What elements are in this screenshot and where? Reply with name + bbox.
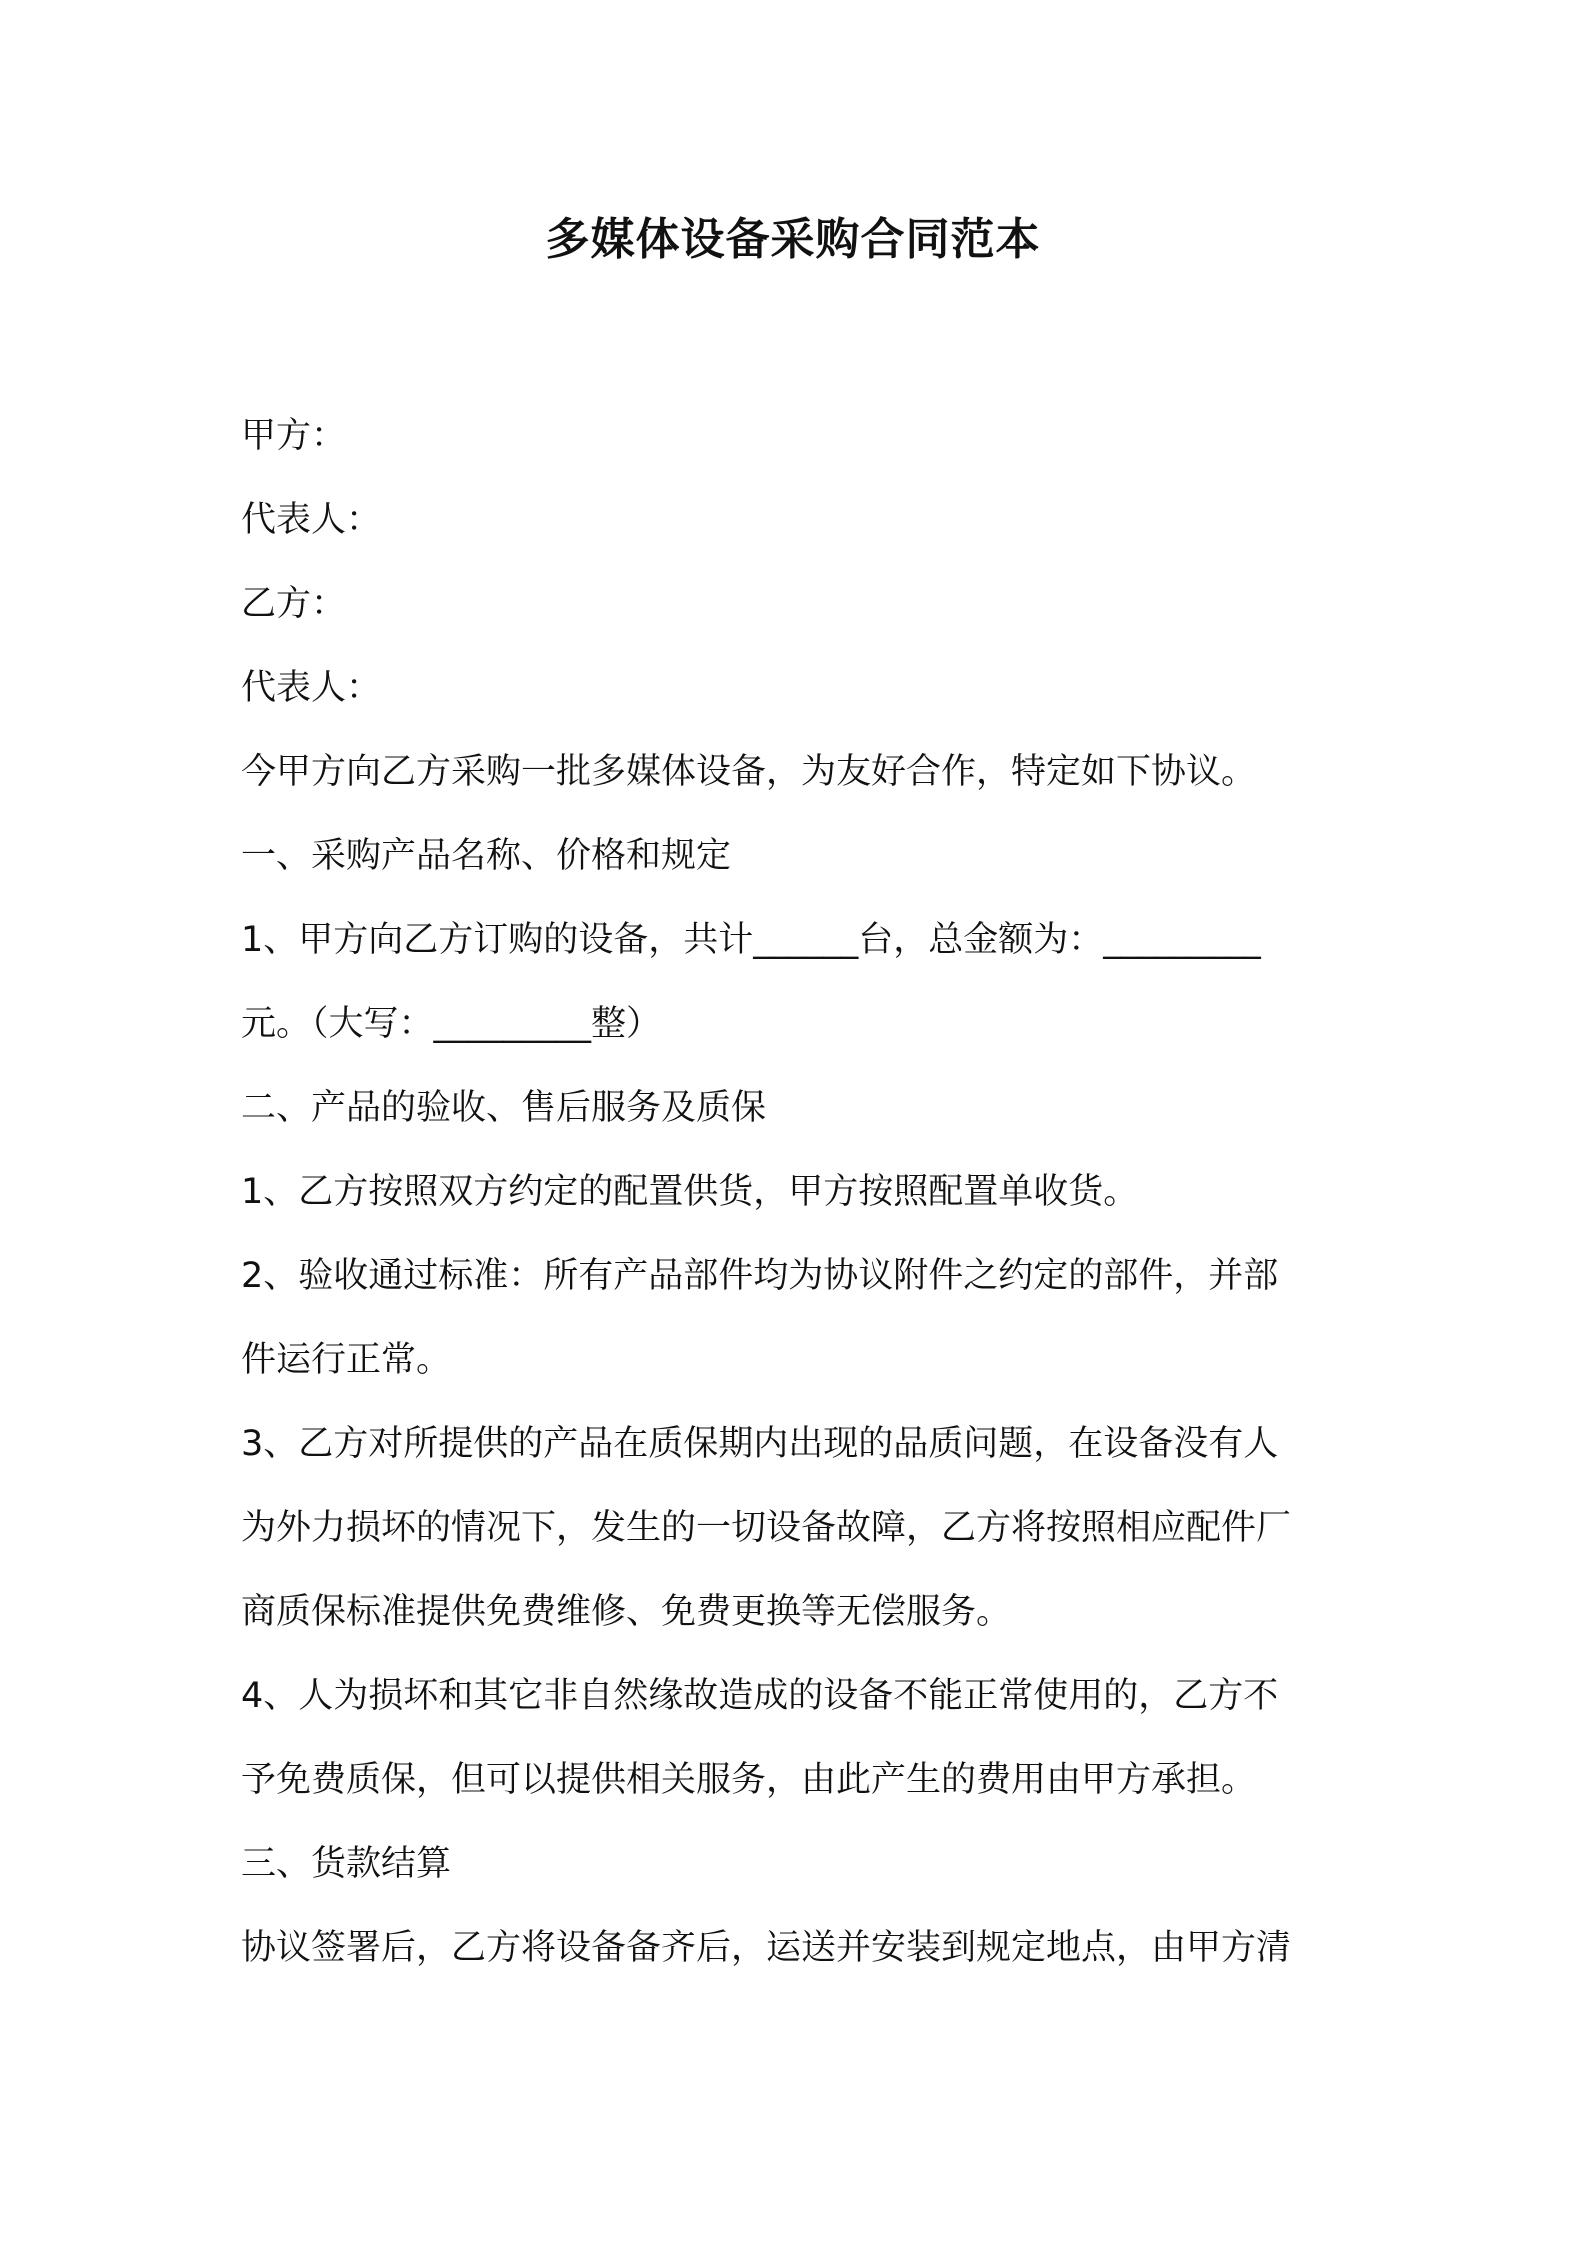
intro-paragraph: 今甲方向乙方采购一批多媒体设备，为友好合作，特定如下协议。 [241, 752, 1257, 792]
clause-2-3-line-3: 商质保标准提供免费维修、免费更换等无偿服务。 [241, 1592, 1012, 1632]
clause-2-2-line-1: 2、验收通过标准：所有产品部件均为协议附件之约定的部件，并部 [241, 1256, 1279, 1296]
clause-1-1-line-1: 1、甲方向乙方订购的设备，共计______台，总金额为：_________ [241, 920, 1261, 960]
clause-2-3-line-2: 为外力损坏的情况下，发生的一切设备故障，乙方将按照相应配件厂 [241, 1508, 1292, 1548]
document-title: 多媒体设备采购合同范本 [545, 214, 1041, 265]
clause-2-1: 1、乙方按照双方约定的配置供货，甲方按照配置单收货。 [241, 1172, 1139, 1212]
clause-2-4-line-2: 予免费质保，但可以提供相关服务，由此产生的费用由甲方承担。 [241, 1760, 1257, 1800]
party-b-representative-label: 代表人： [241, 668, 382, 708]
party-a-representative-label: 代表人： [241, 500, 382, 540]
clause-2-4-line-1: 4、人为损坏和其它非自然缘故造成的设备不能正常使用的，乙方不 [241, 1676, 1279, 1716]
section-heading-1: 一、采购产品名称、价格和规定 [241, 836, 732, 876]
clause-2-3-line-1: 3、乙方对所提供的产品在质保期内出现的品质问题，在设备没有人 [241, 1424, 1279, 1464]
party-b-label: 乙方： [241, 584, 347, 624]
document-body [241, 406, 1356, 2002]
party-a-label: 甲方： [241, 416, 347, 456]
section-heading-3: 三、货款结算 [241, 1844, 452, 1884]
clause-1-1-line-2: 元。（大写：_________整） [241, 1004, 662, 1044]
payment-paragraph-line-1: 协议签署后，乙方将设备备齐后，运送并安装到规定地点，由甲方清 [241, 1928, 1292, 1968]
section-heading-2: 二、产品的验收、售后服务及质保 [241, 1088, 767, 1128]
clause-2-2-line-2: 件运行正常。 [241, 1340, 452, 1380]
